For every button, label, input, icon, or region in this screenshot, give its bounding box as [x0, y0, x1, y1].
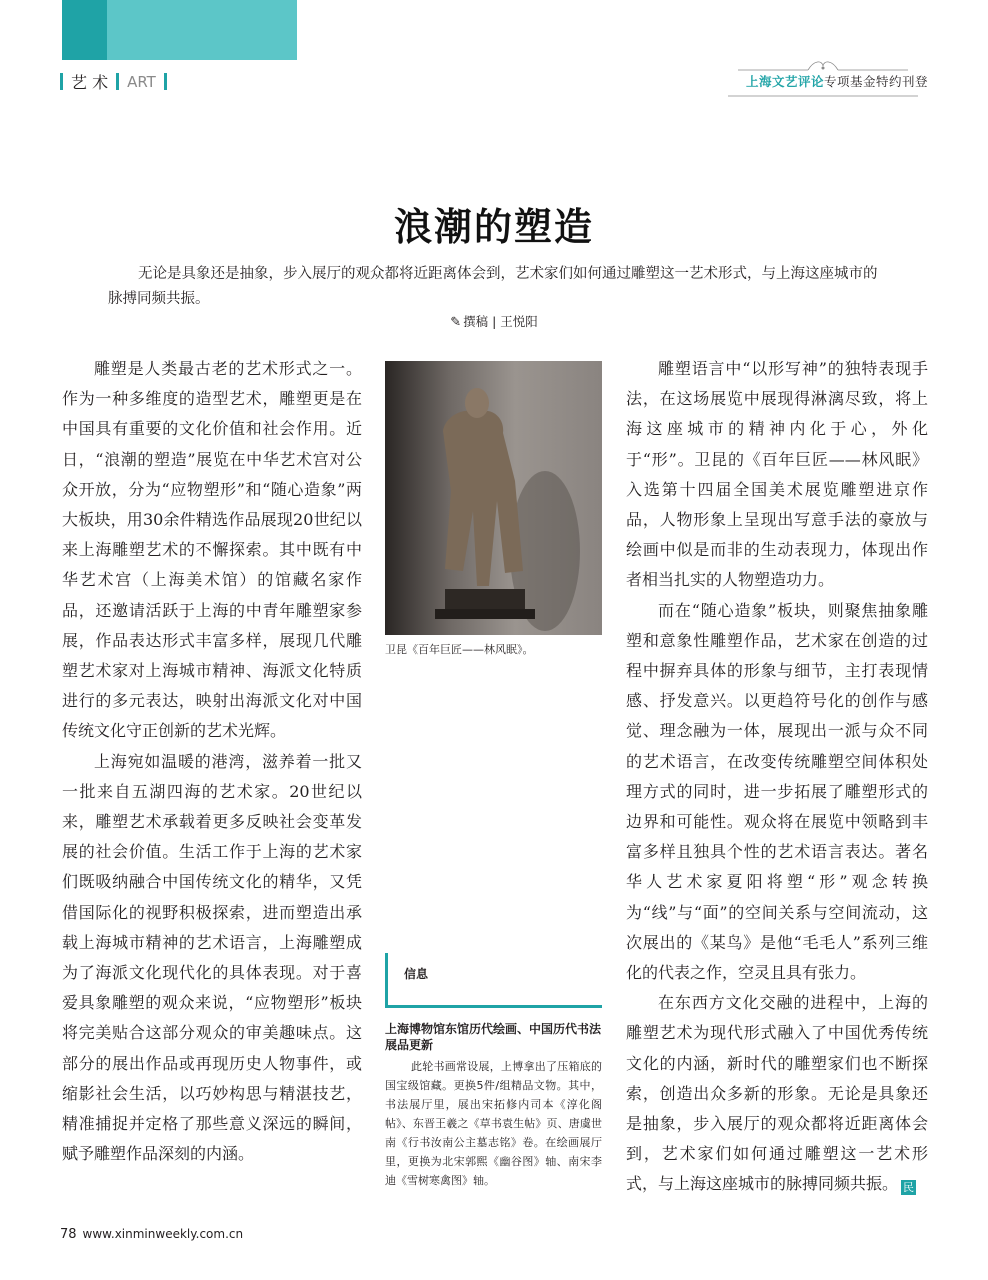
info-label: 信息 — [404, 967, 429, 981]
info-tag — [385, 953, 440, 1008]
sponsor-note — [746, 72, 928, 90]
byline — [0, 312, 988, 330]
section-name-cn: 艺 术 — [71, 73, 109, 92]
paragraph-text: 在东西方文化交融的进程中，上海的雕塑艺术为现代形式融入了中国优秀传统文化的内涵，新时代的雕塑家们也不断探索，创造出众多新的形象。无论是具象还是抽象，步入展厅的观众都将近距离体会到，艺术家们如何通过雕塑这一艺术形式，与上海这座城市的脉搏同频共振。 — [626, 993, 928, 1194]
divider — [116, 73, 119, 90]
divider — [164, 73, 167, 90]
info-title: 上海博物馆东馆历代绘画、中国历代书法展品更新 — [385, 1022, 602, 1052]
section-tag — [60, 70, 167, 93]
paragraph: 雕塑是人类最古老的艺术形式之一。作为一种多维度的造型艺术，雕塑更是在中国具有重要的文化价值和社会作用。近日，“浪潮的塑造”展览在中华艺术宫对公众开放，分为“应物塑形”和“随心造象”两大板块，用30余件精选作品展现20世纪以来上海雕塑艺术的不懈探索。其中既有中华艺术宫（上海美术馆）的馆藏名家作品，还邀请活跃于上海的中青年雕塑家参展，作品表达形式丰富多样，展现几代雕塑艺术家对上海城市精神、海派文化特质进行的多元表达，映射出海派文化对中国传统文化守正创新的艺术光辉。 — [62, 359, 362, 741]
photo-caption: 卫昆《百年巨匠——林风眠》。 — [385, 643, 534, 656]
divider — [60, 73, 63, 90]
paragraph-final — [626, 988, 928, 1199]
ornament-bottom-icon — [728, 92, 918, 102]
article-column-left — [62, 354, 362, 1169]
article-title: 浪潮的塑造 — [393, 204, 594, 249]
sculpture-figure-icon — [385, 361, 602, 635]
pen-icon: ✎ — [450, 315, 462, 330]
page-footer — [60, 1227, 243, 1242]
ornament-top-icon — [728, 54, 918, 74]
paragraph: 雕塑语言中“以形写神”的独特表现手法，在这场展览中展现得淋漓尽致，将上海这座城市的精神内化于心，外化于“形”。卫昆的《百年巨匠——林风眠》入选第十四届全国美术展览雕塑进京作品，人物形象上呈现出写意手法的豪放与绘画中似是而非的生动表现力，体现出作者相当扎实的人物塑造功力。 — [626, 359, 928, 590]
footer-url: www.xinminweekly.com.cn — [82, 1227, 244, 1241]
sculpture-photo — [385, 361, 602, 635]
byline-text: 撰稿 | 王悦阳 — [463, 314, 538, 329]
header-color-block-dark — [62, 0, 107, 60]
article-column-right — [626, 354, 928, 1200]
paragraph: 上海宛如温暖的港湾，滋养着一批又一批来自五湖四海的艺术家。20世纪以来，雕塑艺术承载着更多反映社会变革发展的社会价值。生活工作于上海的艺术家们既吸纳融合中国传统文化的精华，又凭借国际化的视野积极探索，进而塑造出承载上海城市精神的艺术语言，上海雕塑成为了海派文化现代化的具体表现。对于喜爱具象雕塑的观众来说，“应物塑形”板块将完美贴合这部分观众的审美趣味点。这部分的展出作品或再现历史人物事件，或缩影社会生活，以巧妙构思与精湛技艺，精准捕捉并定格了那些意义深远的瞬间，赋予雕塑作品深刻的内涵。 — [62, 751, 362, 1164]
article-lead: 无论是具象还是抽象，步入展厅的观众都将近距离体会到，艺术家们如何通过雕塑这一艺术形式，与上海这座城市的脉搏同频共振。 — [108, 266, 878, 307]
sponsor-rest: 专项基金特约刊登 — [823, 74, 928, 89]
section-name-en: ART — [127, 72, 156, 91]
info-divider — [437, 1005, 602, 1008]
end-mark-icon: 民 — [903, 1181, 915, 1195]
paragraph: 而在“随心造象”板块，则聚焦抽象雕塑和意象性雕塑作品，艺术家在创造的过程中摒弃具体的形象与细节，主打表现情感、抒发意兴。以更趋符号化的创作与感觉、理念融为一体，展现出一派与众不同的艺术语言，在改变传统雕塑空间体积处理方式的同时，进一步拓展了雕塑形式的边界和可能性。观众将在展览中领略到丰富多样且独具个性的艺术语言表达。著名华人艺术家夏阳将塑“形”观念转换为“线”与“面”的空间关系与空间流动，这次展出的《某鸟》是他“毛毛人”系列三维化的代表之作，空灵且具有张力。 — [626, 600, 928, 983]
sponsor-highlight: 上海文艺评论 — [745, 74, 824, 89]
page-number: 78 — [60, 1227, 77, 1242]
info-body: 此轮书画常设展，上博拿出了压箱底的国宝级馆藏。更换5件/组精品文物。其中，书法展厅里，展出宋拓修内司本《淳化阁帖》、东晋王羲之《草书袁生帖》页、唐虞世南《行书汝南公主墓志铭》卷。在绘画展厅里，更换为北宋郭熙《幽谷图》轴、南宋李迪《雪树寒禽图》轴。 — [385, 1060, 602, 1187]
